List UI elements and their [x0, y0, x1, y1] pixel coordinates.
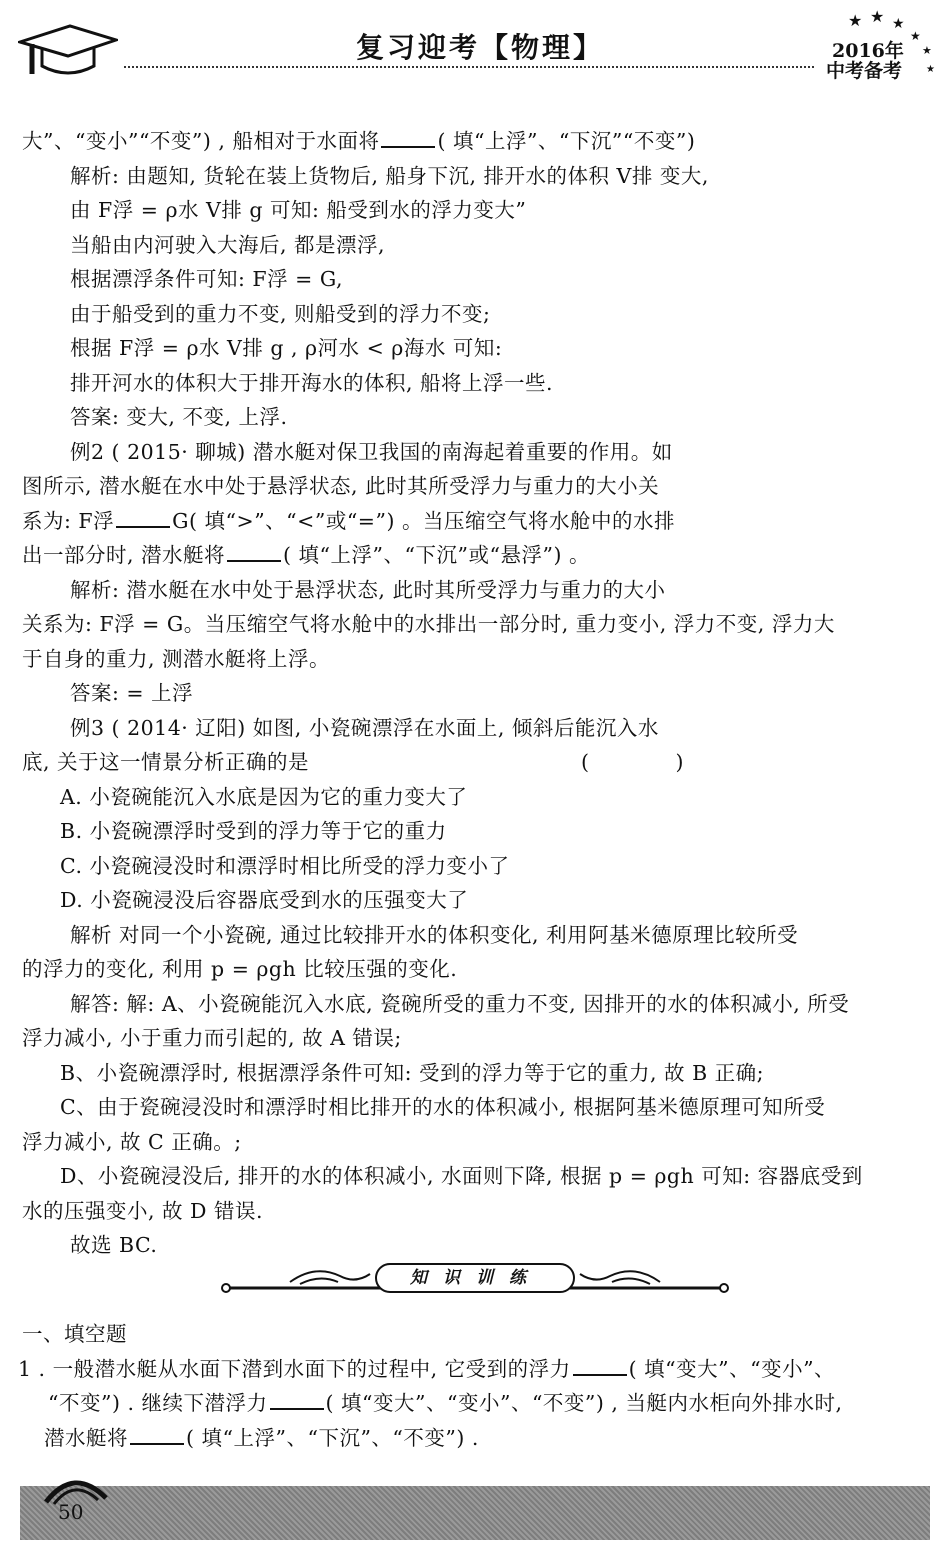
text-line: C、由于瓷碗浸没时和漂浮时相比排开的水的体积减小, 根据阿基米德原理可知所受 [60, 1095, 826, 1119]
page-content [22, 124, 930, 1263]
text-line: B、小瓷碗漂浮时, 根据漂浮条件可知: 受到的浮力等于它的重力, 故 B 正确; [60, 1060, 765, 1085]
question-1: 1 . 一般潜水艇从水面下潜到水面下的过程中, 它受到的浮力 ( 填“变大”、“变小”、 [18, 1356, 836, 1381]
text-line: 排开河水的体积大于排开海水的体积, 船将上浮一些. [70, 370, 554, 395]
example-2-heading: 例2 ( 2015· 聊城) 潜水艇对保卫我国的南海起着重要的作用。如 [70, 439, 673, 464]
text-line: 浮力减小, 故 C 正确。; [22, 1129, 242, 1154]
text-line: 根据 F浮 = ρ水 V排 g , ρ河水 < ρ海水 可知: [70, 336, 503, 360]
answer-blank[interactable] [130, 1425, 184, 1445]
text-line: 系为: F浮 G( 填“>”、“<”或“=”) 。当压缩空气将水舱中的水排 [22, 508, 675, 533]
answer-blank[interactable] [227, 542, 281, 562]
text-line: 关系为: F浮 = G。当压缩空气将水舱中的水排出一部分时, 重力变小, 浮力不变, 浮力大 [22, 612, 835, 636]
badge-year: 2016年 [832, 40, 904, 62]
text-line: 解答: 解: A、小瓷碗能沉入水底, 瓷碗所受的重力不变, 因排开的水的体积减小, 所受 [70, 991, 850, 1016]
text-line: 底, 关于这一情景分析正确的是 ( ) [22, 745, 930, 780]
answer-blank[interactable] [116, 508, 170, 528]
option-a: A. 小瓷碗能沉入水底是因为它的重力变大了 [60, 784, 468, 809]
text-line: 解析 对同一个小瓷碗, 通过比较排开水的体积变化, 利用阿基米德原理比较所受 [70, 922, 799, 947]
question-1-cont: 潜水艇将 ( 填“上浮”、“下沉”、“不变”) . [44, 1425, 479, 1450]
section-label: 知识训练 [410, 1268, 542, 1288]
svg-text:★: ★ [926, 64, 935, 75]
header-dotted-rule [124, 66, 814, 68]
example-3-heading: 例3 ( 2014· 辽阳) 如图, 小瓷碗漂浮在水面上, 倾斜后能沉入水 [70, 715, 659, 740]
exercises [18, 1317, 930, 1455]
text-line: 解析: 由题知, 货轮在装上货物后, 船身下沉, 排开水的体积 V排 变大, [70, 163, 709, 188]
text-line: 答案: 变大, 不变, 上浮. [70, 405, 288, 429]
text-line: 浮力减小, 小于重力而引起的, 故 A 错误; [22, 1026, 402, 1050]
text-line: 当船由内河驶入大海后, 都是漂浮, [70, 232, 386, 257]
page-header [0, 0, 950, 100]
answer-line: 答案: = 上浮 [70, 681, 194, 705]
svg-text:★: ★ [922, 44, 932, 57]
choice-bracket: ( ) [581, 750, 724, 774]
section-divider [220, 1262, 730, 1298]
text-line: 水的压强变小, 故 D 错误. [22, 1198, 264, 1223]
page-title: 复习迎考【物理】 [355, 31, 604, 64]
text-line: 于自身的重力, 测潜水艇将上浮。 [22, 646, 331, 671]
text-line: 大”、“变小”“不变”) , 船相对于水面将 ( 填“上浮”、“下沉”“不变”) [22, 129, 696, 153]
text-line: 的浮力的变化, 利用 p = ρgh 比较压强的变化. [22, 957, 458, 981]
svg-text:★: ★ [870, 7, 885, 26]
text-line: D、小瓷碗浸没后, 排开的水的体积减小, 水面则下降, 根据 p = ρgh 可知: 容器底受到 [60, 1164, 863, 1188]
exam-badge [818, 6, 938, 86]
answer-blank[interactable] [573, 1356, 627, 1376]
answer-blank[interactable] [381, 128, 435, 148]
page-number: 50 [58, 1500, 84, 1524]
svg-text:★: ★ [910, 29, 921, 43]
page-footer [20, 1486, 930, 1540]
badge-subtitle: 中考备考 [826, 60, 903, 82]
text-line: 由于船受到的重力不变, 则船受到的浮力不变; [70, 301, 491, 326]
text-line: 解析: 潜水艇在水中处于悬浮状态, 此时其所受浮力与重力的大小 [70, 577, 666, 602]
option-d: D. 小瓷碗浸没后容器底受到水的压强变大了 [60, 888, 469, 912]
text-line: 出一部分时, 潜水艇将 ( 填“上浮”、“下沉”或“悬浮”) 。 [22, 543, 590, 567]
text-line: 由 F浮 = ρ水 V排 g 可知: 船受到水的浮力变大” [70, 198, 527, 222]
exercise-heading: 一、填空题 [22, 1322, 127, 1346]
option-c: C. 小瓷碗浸没时和漂浮时相比所受的浮力变小了 [60, 853, 510, 878]
text-line: 图所示, 潜水艇在水中处于悬浮状态, 此时其所受浮力与重力的大小关 [22, 474, 660, 498]
answer-blank[interactable] [270, 1390, 324, 1410]
question-1-cont: “不变”) . 继续下潜浮力 ( 填“变大”、“变小”、“不变”) , 当艇内水柜向外排水时, [48, 1391, 843, 1415]
svg-text:★: ★ [892, 16, 905, 32]
text-line: 故选 BC. [70, 1233, 158, 1257]
text-line: 根据漂浮条件可知: F浮 = G, [70, 267, 344, 291]
graduation-cap-icon [18, 22, 118, 78]
option-b: B. 小瓷碗漂浮时受到的浮力等于它的重力 [60, 819, 447, 843]
svg-text:★: ★ [848, 11, 863, 30]
